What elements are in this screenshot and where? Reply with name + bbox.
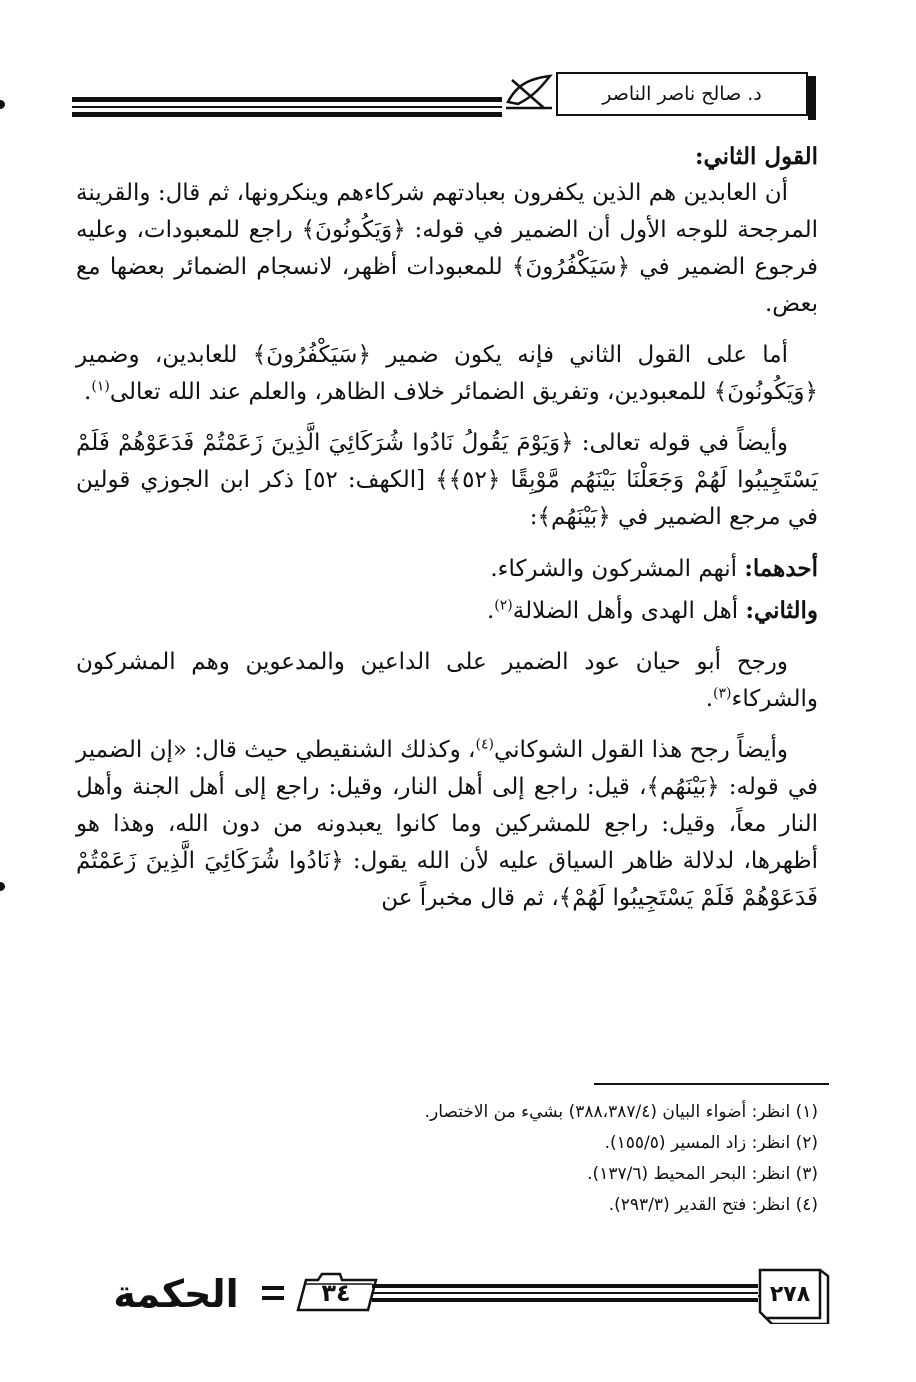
footnote-ref-4[interactable]: (٤)	[475, 736, 494, 753]
footnote-1: (١) انظر: أضواء البيان (٣٨٨،٣٨٧/٤) بشيء من الاختصار.	[424, 1102, 818, 1122]
author-box-shadow	[808, 76, 816, 120]
footnote-ref-2[interactable]: (٢)	[494, 597, 513, 614]
paragraph-1: أن العابدين هم الذين يكفرون بعبادتهم شركاءهم وينكرونها، ثم قال: والقرينة المرجحة للوجه الأول أن الضمير في قوله: ﴿وَيَكُونُونَ﴾ راجع للمعبودات، وعليه فرجوع الضمير في ﴿سَيَكْفُرُونَ﴾ للمعبودات أظهر، لانسجام الضمائر بعضها مع بعض.	[76, 180, 818, 317]
margin-dot-middle	[0, 882, 5, 891]
footnotes	[200, 1097, 818, 1221]
footnote-ref-3[interactable]: (٣)	[713, 685, 732, 702]
list-item-2-end: .	[486, 598, 495, 624]
footnote-2: (٢) انظر: زاد المسير (١٥٥/٥).	[604, 1133, 818, 1153]
paragraph-2	[76, 337, 818, 411]
article-body	[76, 138, 818, 931]
footnote-ref-1[interactable]: (١)	[91, 378, 110, 395]
footer-rule	[372, 1292, 758, 1294]
paragraph-5-rest: ، وكذلك الشنقيطي حيث قال: «إن الضمير في قوله: ﴿بَيْنَهُم﴾، قيل: راجع إلى أهل النار، وقيل: راجع إلى أهل الجنة وأهل النار معاً، وقيل: راجع للمشركين وما كانوا يعبدونه من دون الله، وهذا هو أظهرها، لدلالة ظاهر السياق عليه لأن الله يقول: ﴿نَادُوا شُرَكَائِيَ الَّذِينَ زَعَمْتُمْ فَدَعَوْهُمْ فَلَمْ يَسْتَجِيبُوا لَهُمْ﴾، ثم قال مخبراً عن	[76, 737, 818, 911]
author-name: د. صالح ناصر الناصر	[556, 72, 808, 116]
list-item-2-text: أهل الهدى وأهل الضلالة	[512, 598, 739, 624]
paragraph-4-end: .	[705, 686, 714, 712]
list-item-1	[76, 550, 818, 588]
list-item-2-label: والثاني:	[745, 597, 818, 624]
footer-rule	[372, 1284, 758, 1288]
header-rule	[72, 106, 502, 108]
list-item-1-text: أنهم المشركون والشركاء.	[490, 556, 738, 582]
footnote-3: (٣) انظر: البحر المحيط (١٣٧/٦).	[587, 1164, 818, 1184]
section-heading: القول الثاني:	[694, 143, 818, 170]
footnote-separator	[594, 1083, 829, 1085]
margin-dot-top	[0, 100, 5, 109]
footer-equals-mark	[262, 1286, 284, 1290]
quill-icon	[504, 72, 554, 114]
paragraph-3: وأيضاً في قوله تعالى: ﴿وَيَوْمَ يَقُولُ نَادُوا شُرَكَائِيَ الَّذِينَ زَعَمْتُمْ فَدَعَوْهُمْ فَلَمْ يَسْتَجِيبُوا لَهُمْ وَجَعَلْنَا بَيْنَهُم مَّوْبِقًا ﴿٥٢﴾﴾ [الكهف: ٥٢] ذكر ابن الجوزي قولين في مرجع الضمير في ﴿بَيْنَهُم﴾:	[76, 430, 819, 530]
paragraph-4-text: ورجح أبو حيان عود الضمير على الداعين والمدعوين وهم المشركون والشركاء	[76, 649, 818, 712]
journal-logo: الحكمة	[113, 1272, 239, 1316]
footnote-4: (٤) انظر: فتح القدير (٢٩٣/٣).	[608, 1195, 818, 1215]
paragraph-2-text: أما على القول الثاني فإنه يكون ضمير ﴿سَيَكْفُرُونَ﴾ للعابدين، وضمير ﴿وَيَكُونُونَ﴾ للمعبودين، وتفريق الضمائر خلاف الظاهر، والعلم عند الله تعالى	[76, 342, 818, 405]
paragraph-5	[76, 732, 818, 917]
paragraph-4	[76, 644, 818, 718]
issue-number: ٣٤	[321, 1279, 351, 1307]
paragraph-5-start: وأيضاً رجح هذا القول الشوكاني	[493, 737, 789, 763]
paragraph-2-end: .	[84, 379, 92, 405]
footer-rule	[372, 1298, 758, 1302]
list-item-1-label: أحدهما:	[744, 555, 818, 582]
footer-equals-mark	[262, 1296, 284, 1300]
list-item-2	[76, 592, 818, 630]
header-rule	[72, 97, 502, 102]
page-number: ٢٧٨	[769, 1282, 811, 1307]
header-rule	[72, 112, 502, 117]
